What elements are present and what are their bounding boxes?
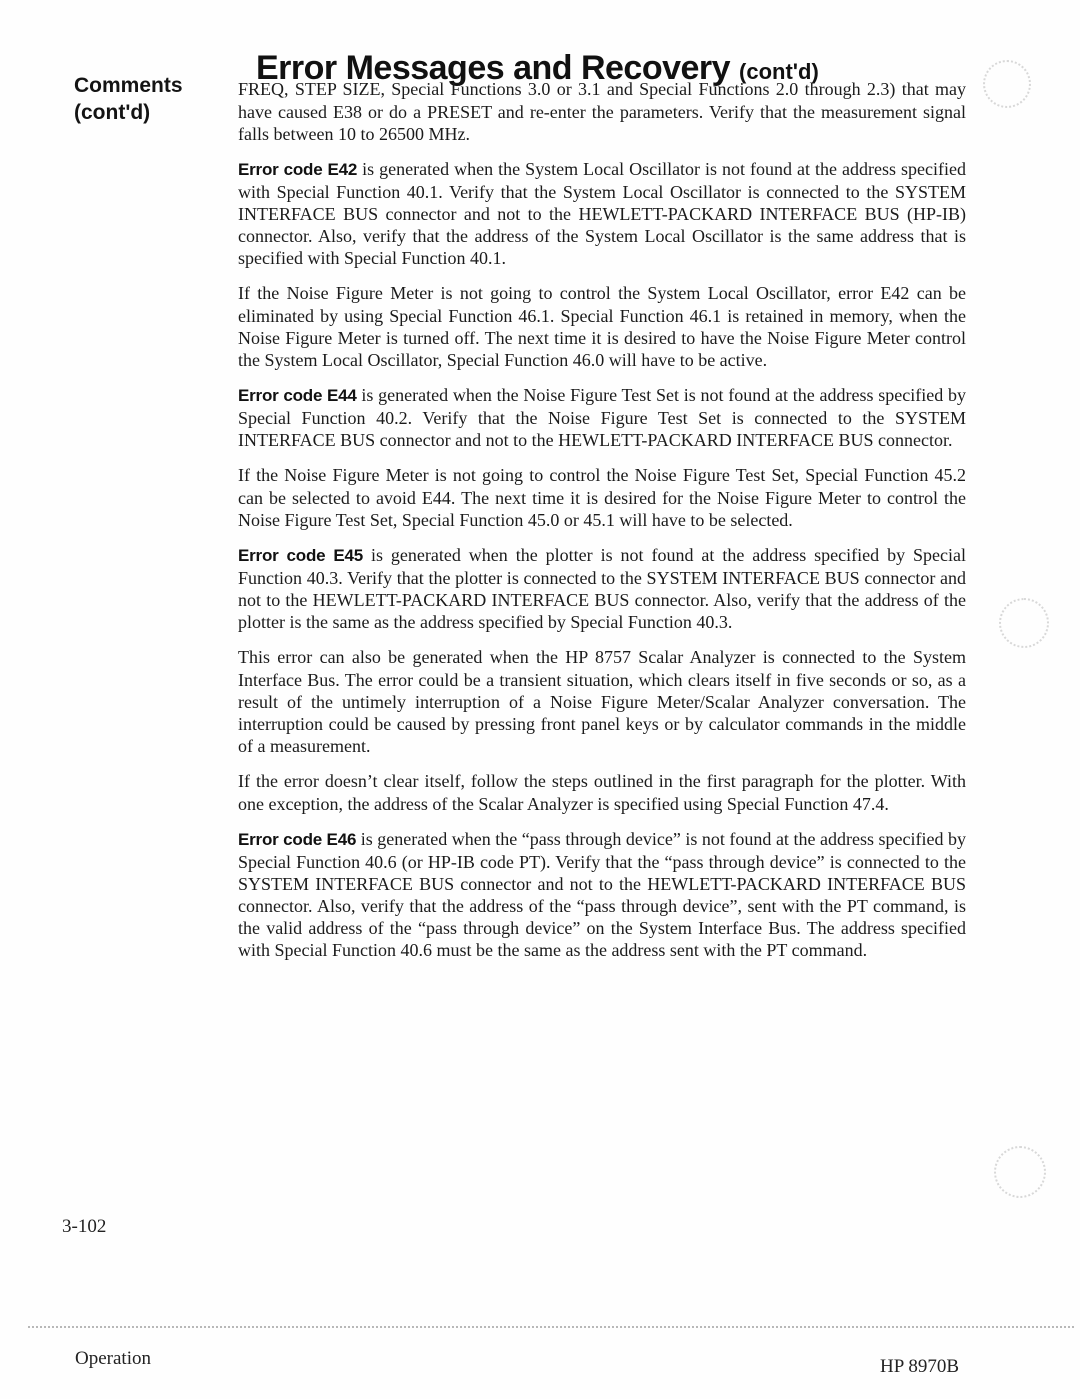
paragraph-error-e45 — [238, 544, 966, 633]
paragraph-error-e42 — [238, 158, 966, 269]
paragraph-body: If the error doesn’t clear itself, follow the steps outlined in the first paragraph for the plotter. With one exception, the address of the Scalar Analyzer is specified using Special Function 47.4. — [238, 771, 966, 814]
paragraph-body: If the Noise Figure Meter is not going to control the System Local Oscillator, error E42 can be eliminated by using Special Function 46.1. Special Function 46.1 is retained in memory, when the Noise Figure Meter is turned off. The next time it is desired to have the Noise Figure Meter control the System Local Oscillator, Special Function 46.0 will have to be active. — [238, 283, 966, 370]
paragraph-body: is generated when the “pass through device” is not found at the address specified by Special Function 40.6 (or HP-IB code PT). Verify that the “pass through device” is connected to the SYSTEM INTERFACE BUS connector and not to the HEWLETT-PACKARD INTERFACE BUS connector. Also, verify that the address of the “pass through device”, sent with the PT command, is the valid address of the “pass through device” on the System Interface Bus. The address specified with Special Function 40.6 must be the same as the address sent with the PT command. — [238, 829, 966, 960]
paragraph-body: This error can also be generated when the HP 8757 Scalar Analyzer is connected to the System Interface Bus. The error could be a transient situation, which clears itself in five seconds or so, as a result of the untimely interruption of a Noise Figure Meter/Scalar Analyzer conversation. The interruption could be caused by pressing front panel keys or by calculator commands in the middle of a measurement. — [238, 647, 966, 756]
hole-punch-ghost-top — [983, 60, 1031, 108]
paragraph-error-e44 — [238, 384, 966, 451]
paragraph-e44-avoidance — [238, 464, 966, 531]
paragraph-body: is generated when the Noise Figure Test Set is not found at the address specified by Special Function 40.2. Verify that the Noise Figure Test Set is connected to the SYSTEM INTERFACE BUS connector and not to the HEWLETT-PACKARD INTERFACE BUS connector. — [238, 385, 966, 450]
footer-model-label: HP 8970B — [880, 1356, 960, 1377]
page-title-suffix: (cont'd) — [739, 58, 819, 84]
paragraph-lead: Error code E44 — [238, 386, 357, 405]
page-title-text: Error Messages and Recovery — [256, 48, 731, 87]
paragraph-e45-scalar-analyzer — [238, 646, 966, 757]
footer-section-label: Operation — [75, 1348, 151, 1369]
paragraph-e42-elimination — [238, 282, 966, 371]
paragraph-lead: Error code E45 — [238, 546, 364, 565]
comments-label-line1: Comments — [74, 74, 183, 97]
paragraph-lead: Error code E46 — [238, 830, 357, 849]
comments-label — [74, 72, 183, 126]
paragraph-body: FREQ, STEP SIZE, Special Functions 3.0 or 3.1 and Special Functions 2.0 through 2.3) that may have caused E38 or do a PRESET and re-enter the parameters. Verify that the measurement signal falls between 10 to 26500 MHz. — [238, 79, 966, 144]
body-text-column — [238, 78, 966, 974]
paragraph-body: is generated when the System Local Oscillator is not found at the address specified with Special Function 40.1. Verify that the System Local Oscillator is connected to the SYSTEM INTERFACE BUS connector and not to the HEWLETT-PACKARD INTERFACE BUS (HP-IB) connector. Also, verify that the address of the System Local Oscillator is the same address that is specified with Special Function 40.1. — [238, 159, 966, 268]
paragraph-e45-clear-steps — [238, 770, 966, 815]
page-number: 3-102 — [62, 1216, 107, 1237]
paragraph-freq-step-size — [238, 78, 966, 145]
paragraph-lead: Error code E42 — [238, 160, 358, 179]
paragraph-error-e46 — [238, 828, 966, 961]
paragraph-body: is generated when the plotter is not found at the address specified by Special Function 40.3. Verify that the plotter is connected to the SYSTEM INTERFACE BUS connector and not to the HEWLETT-PACKARD INTERFACE BUS connector. Also, verify that the address of the plotter is the same as the address specified by Special Function 40.3. — [238, 545, 966, 632]
hole-punch-ghost-middle — [999, 598, 1049, 648]
comments-label-line2: (cont'd) — [74, 101, 151, 124]
footer-dotted-divider — [28, 1326, 1074, 1328]
paragraph-body: If the Noise Figure Meter is not going to control the Noise Figure Test Set, Special Function 45.2 can be selected to avoid E44. The next time it is desired for the Noise Figure Meter to control the Noise Figure Test Set, Special Function 45.0 or 45.1 will have to be selected. — [238, 465, 966, 530]
hole-punch-ghost-bottom — [994, 1146, 1046, 1198]
